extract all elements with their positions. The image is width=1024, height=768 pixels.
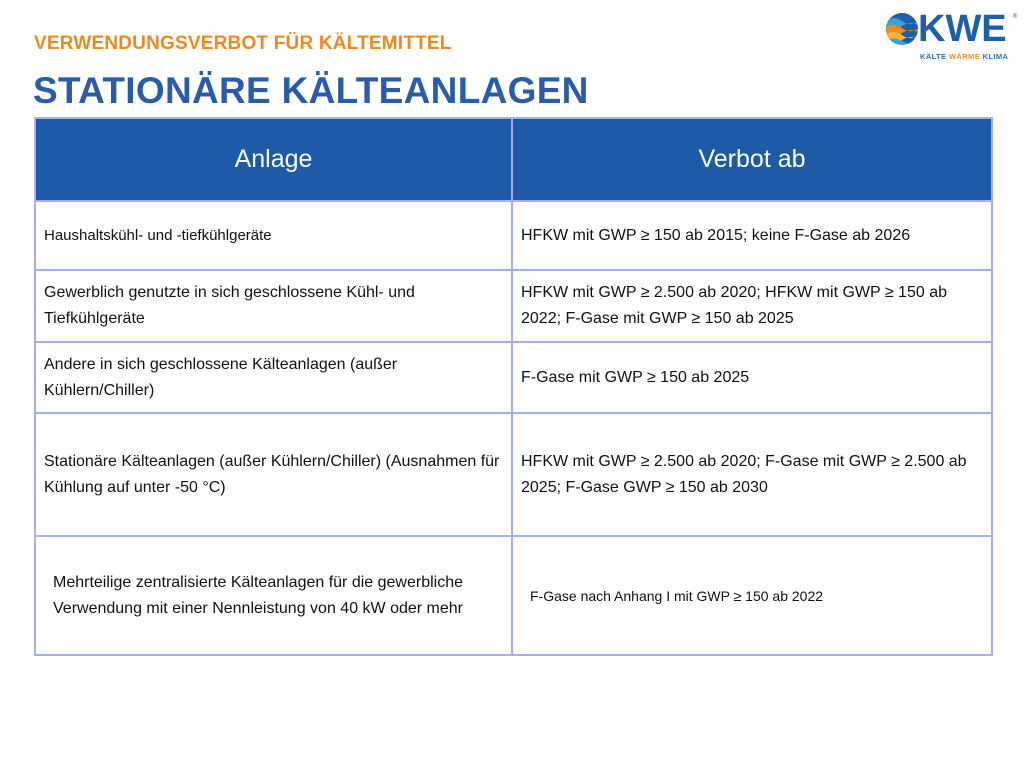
- cell-anlage: Andere in sich geschlossene Kälteanlagen (außer Kühlern/Chiller): [35, 342, 512, 413]
- cell-anlage: Haushaltskühl- und -tiefkühlgeräte: [35, 201, 512, 270]
- table-row: [35, 201, 992, 270]
- table-row: [35, 342, 992, 413]
- table-header-row: [35, 118, 992, 201]
- tagline-waerme: WÄRME: [948, 52, 981, 61]
- tagline-kaelte: KÄLTE: [920, 52, 947, 61]
- cell-anlage: Stationäre Kälteanlagen (außer Kühlern/Chiller) (Ausnahmen für Kühlung auf unter -50 °C): [35, 413, 512, 536]
- cell-anlage: Mehrteilige zentralisierte Kälteanlagen für die gewerbliche Verwendung mit einer Nennleistung von 40 kW oder mehr: [35, 536, 512, 655]
- table-row: [35, 413, 992, 536]
- table-row: [35, 536, 992, 655]
- table-row: [35, 270, 992, 342]
- kwe-logo: [882, 10, 1022, 60]
- logo-tagline: [920, 52, 1008, 61]
- cell-verbot: F-Gase nach Anhang I mit GWP ≥ 150 ab 2022: [512, 536, 992, 655]
- cell-verbot: HFKW mit GWP ≥ 2.500 ab 2020; HFKW mit GWP ≥ 150 ab 2022; F-Gase mit GWP ≥ 150 ab 2025: [512, 270, 992, 342]
- column-header-verbot: Verbot ab: [512, 118, 992, 201]
- logo-registered: ®: [1013, 14, 1018, 20]
- tagline-klima: KLIMA: [982, 52, 1009, 61]
- page-title: STATIONÄRE KÄLTEANLAGEN: [33, 70, 589, 111]
- page-subtitle: VERWENDUNGSVERBOT FÜR KÄLTEMITTEL: [34, 33, 452, 54]
- kwe-globe-icon: [885, 12, 919, 46]
- cell-verbot: HFKW mit GWP ≥ 150 ab 2015; keine F-Gase ab 2026: [512, 201, 992, 270]
- cell-verbot: F-Gase mit GWP ≥ 150 ab 2025: [512, 342, 992, 413]
- refrigerant-ban-table: [34, 117, 993, 656]
- logo-wordmark: KWE: [918, 8, 1007, 50]
- cell-anlage: Gewerblich genutzte in sich geschlossene Kühl- und Tiefkühlgeräte: [35, 270, 512, 342]
- cell-verbot: HFKW mit GWP ≥ 2.500 ab 2020; F-Gase mit GWP ≥ 2.500 ab 2025; F-Gase GWP ≥ 150 ab 2030: [512, 413, 992, 536]
- column-header-anlage: Anlage: [35, 118, 512, 201]
